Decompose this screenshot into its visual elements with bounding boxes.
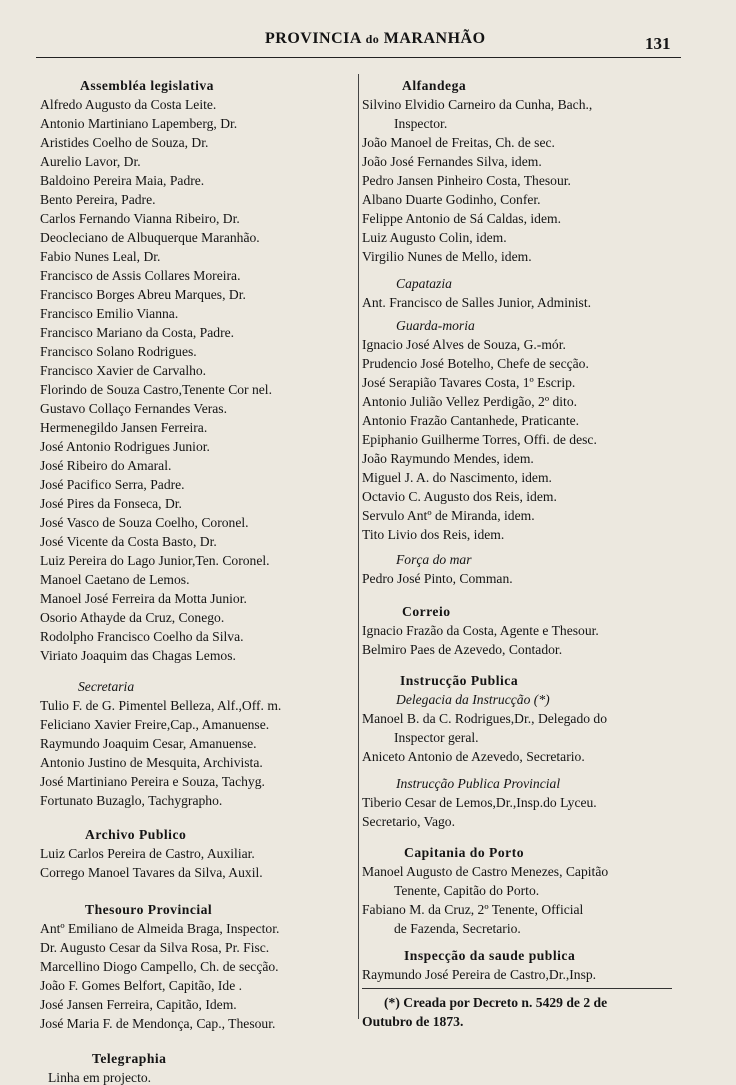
list-item: Francisco Mariano da Costa, Padre. <box>40 325 235 340</box>
delegado-entry-cont: Inspector geral. <box>394 730 479 745</box>
list-item: Antonio Martiniano Lapemberg, Dr. <box>40 116 238 131</box>
section-title-forca: Força do mar <box>396 552 472 567</box>
list-item: Francisco de Assis Collares Moreira. <box>40 268 241 283</box>
left-column <box>40 76 358 1085</box>
guarda-moria-list <box>362 335 682 544</box>
list-item: Manoel Caetano de Lemos. <box>40 572 190 587</box>
section-title-delegacia: Delegacia da Instrucção (*) <box>396 692 550 707</box>
section-title-instruccao: Instrucção Publica <box>400 673 519 688</box>
right-column <box>362 76 682 1031</box>
list-item: Raymundo Joaquim Cesar, Amanuense. <box>40 736 257 751</box>
capatazia-entry: Ant. Francisco de Salles Junior, Administ. <box>362 295 592 310</box>
list-item: Francisco Emilio Vianna. <box>40 306 179 321</box>
section-title-archivo: Archivo Publico <box>85 827 187 842</box>
section-title-alfandega: Alfandega <box>402 78 467 93</box>
section-title-assembleia: Assembléa legislativa <box>80 78 214 93</box>
footnote-cont: Outubro de 1873. <box>362 1014 464 1029</box>
page-number: 131 <box>645 34 671 53</box>
section-title-secretaria: Secretaria <box>78 679 135 694</box>
section-title-provincial: Instrucção Publica Provincial <box>396 776 561 791</box>
list-item: Francisco Borges Abreu Marques, Dr. <box>40 287 246 302</box>
list-item: Antonio Julião Vellez Perdigão, 2º dito. <box>362 394 578 409</box>
list-item: Luiz Pereira do Lago Junior,Ten. Coronel. <box>40 553 270 568</box>
list-item: José Ribeiro do Amaral. <box>40 458 172 473</box>
delegado-entry: Manoel B. da C. Rodrigues,Dr., Delegado do <box>362 711 608 726</box>
list-item: José Martiniano Pereira e Souza, Tachyg. <box>40 774 265 789</box>
list-item: Deocleciano de Albuquerque Maranhão. <box>40 230 260 245</box>
list-item: Bento Pereira, Padre. <box>40 192 156 207</box>
archivo-list <box>40 844 358 882</box>
list-item: José Pires da Fonseca, Dr. <box>40 496 182 511</box>
list-item: Prudencio José Botelho, Chefe de secção. <box>362 356 589 371</box>
list-item: Tulio F. de G. Pimentel Belleza, Alf.,Off. m. <box>40 698 282 713</box>
list-item: Aristides Coelho de Souza, Dr. <box>40 135 209 150</box>
saude-entry: Raymundo José Pereira de Castro,Dr.,Insp. <box>362 967 597 982</box>
list-item: Marcellino Diogo Campello, Ch. de secção. <box>40 959 279 974</box>
list-item: Francisco Xavier de Carvalho. <box>40 363 207 378</box>
list-item: José Vasco de Souza Coelho, Coronel. <box>40 515 249 530</box>
list-item: Tito Livio dos Reis, idem. <box>362 527 505 542</box>
secretaria-list <box>40 696 358 810</box>
list-item: José Pacifico Serra, Padre. <box>40 477 185 492</box>
capitania-entry-2-cont: de Fazenda, Secretario. <box>394 921 521 936</box>
capitania-entry-cont: Tenente, Capitão do Porto. <box>394 883 540 898</box>
list-item: Francisco Solano Rodrigues. <box>40 344 197 359</box>
thesouro-list <box>40 919 358 1033</box>
list-item: Corrego Manoel Tavares da Silva, Auxil. <box>40 865 263 880</box>
assembleia-list <box>40 95 358 665</box>
list-item: Florindo de Souza Castro,Tenente Cor nel. <box>40 382 272 397</box>
column-divider <box>358 74 359 1019</box>
list-item: João José Fernandes Silva, idem. <box>362 154 542 169</box>
section-title-correio: Correio <box>402 604 451 619</box>
list-item: José Maria F. de Mendonça, Cap., Thesour. <box>40 1016 276 1031</box>
list-item: Hermenegildo Jansen Ferreira. <box>40 420 208 435</box>
list-item: Alfredo Augusto da Costa Leite. <box>40 97 217 112</box>
section-title-guarda-moria: Guarda-moria <box>396 318 475 333</box>
alfandega-entry-cont: Inspector. <box>394 116 448 131</box>
list-item: Luiz Augusto Colin, idem. <box>362 230 507 245</box>
correio-list <box>362 621 682 659</box>
list-item: Ignacio Frazão da Costa, Agente e Thesour. <box>362 623 599 638</box>
list-item: Servulo Antº de Miranda, idem. <box>362 508 535 523</box>
list-item: Osorio Athayde da Cruz, Conego. <box>40 610 225 625</box>
list-item: João Manoel de Freitas, Ch. de sec. <box>362 135 555 150</box>
list-item: Pedro Jansen Pinheiro Costa, Thesour. <box>362 173 571 188</box>
list-item: José Jansen Ferreira, Capitão, Idem. <box>40 997 237 1012</box>
list-item: Rodolpho Francisco Coelho da Silva. <box>40 629 244 644</box>
section-title-capitania: Capitania do Porto <box>404 845 525 860</box>
list-item: Viriato Joaquim das Chagas Lemos. <box>40 648 236 663</box>
list-item: Virgilio Nunes de Mello, idem. <box>362 249 532 264</box>
section-title-thesouro: Thesouro Provincial <box>85 902 213 917</box>
section-title-capatazia: Capatazia <box>396 276 452 291</box>
list-item: José Serapião Tavares Costa, 1º Escrip. <box>362 375 576 390</box>
list-item: Ignacio José Alves de Souza, G.-mór. <box>362 337 566 352</box>
header-rule <box>36 57 681 58</box>
telegraphia-text: Linha em projecto. <box>48 1070 152 1085</box>
running-title: PROVINCIA do MARANHÃO <box>265 30 486 47</box>
list-item: Tiberio Cesar de Lemos,Dr.,Insp.do Lyceu. <box>362 795 597 810</box>
provincial-list <box>362 793 682 831</box>
section-title-telegraphia: Telegraphia <box>92 1051 167 1066</box>
list-item: Felippe Antonio de Sá Caldas, idem. <box>362 211 561 226</box>
list-item: Antonio Frazão Cantanhede, Praticante. <box>362 413 580 428</box>
list-item: Secretario, Vago. <box>362 814 455 829</box>
list-item: Octavio C. Augusto dos Reis, idem. <box>362 489 557 504</box>
list-item: Belmiro Paes de Azevedo, Contador. <box>362 642 563 657</box>
list-item: José Vicente da Costa Basto, Dr. <box>40 534 217 549</box>
list-item: Antonio Justino de Mesquita, Archivista. <box>40 755 263 770</box>
footnote-rule <box>362 988 672 989</box>
forca-entry: Pedro José Pinto, Comman. <box>362 571 513 586</box>
list-item: Albano Duarte Godinho, Confer. <box>362 192 541 207</box>
list-item: Dr. Augusto Cesar da Silva Rosa, Pr. Fisc. <box>40 940 270 955</box>
list-item: Miguel J. A. do Nascimento, idem. <box>362 470 552 485</box>
list-item: Carlos Fernando Vianna Ribeiro, Dr. <box>40 211 240 226</box>
list-item: Aurelio Lavor, Dr. <box>40 154 141 169</box>
list-item: Fabio Nunes Leal, Dr. <box>40 249 161 264</box>
list-item: Feliciano Xavier Freire,Cap., Amanuense. <box>40 717 270 732</box>
list-item: José Antonio Rodrigues Junior. <box>40 439 210 454</box>
alfandega-entry: Silvino Elvidio Carneiro da Cunha, Bach., <box>362 97 593 112</box>
alfandega-list <box>362 133 682 266</box>
list-item: Fortunato Buzaglo, Tachygrapho. <box>40 793 223 808</box>
delegacia-secretario: Aniceto Antonio de Azevedo, Secretario. <box>362 749 585 764</box>
capitania-entry-2: Fabiano M. da Cruz, 2º Tenente, Official <box>362 902 584 917</box>
list-item: João Raymundo Mendes, idem. <box>362 451 534 466</box>
list-item: Gustavo Collaço Fernandes Veras. <box>40 401 227 416</box>
section-title-saude: Inspecção da saude publica <box>404 948 576 963</box>
list-item: Baldoino Pereira Maia, Padre. <box>40 173 205 188</box>
footnote: (*) Creada por Decreto n. 5429 de 2 de <box>384 995 608 1010</box>
list-item: Epiphanio Guilherme Torres, Offi. de desc. <box>362 432 597 447</box>
capitania-entry: Manoel Augusto de Castro Menezes, Capitão <box>362 864 609 879</box>
list-item: Manoel José Ferreira da Motta Junior. <box>40 591 247 606</box>
list-item: Antº Emiliano de Almeida Braga, Inspector. <box>40 921 280 936</box>
list-item: Luiz Carlos Pereira de Castro, Auxiliar. <box>40 846 255 861</box>
list-item: João F. Gomes Belfort, Capitão, Ide . <box>40 978 243 993</box>
